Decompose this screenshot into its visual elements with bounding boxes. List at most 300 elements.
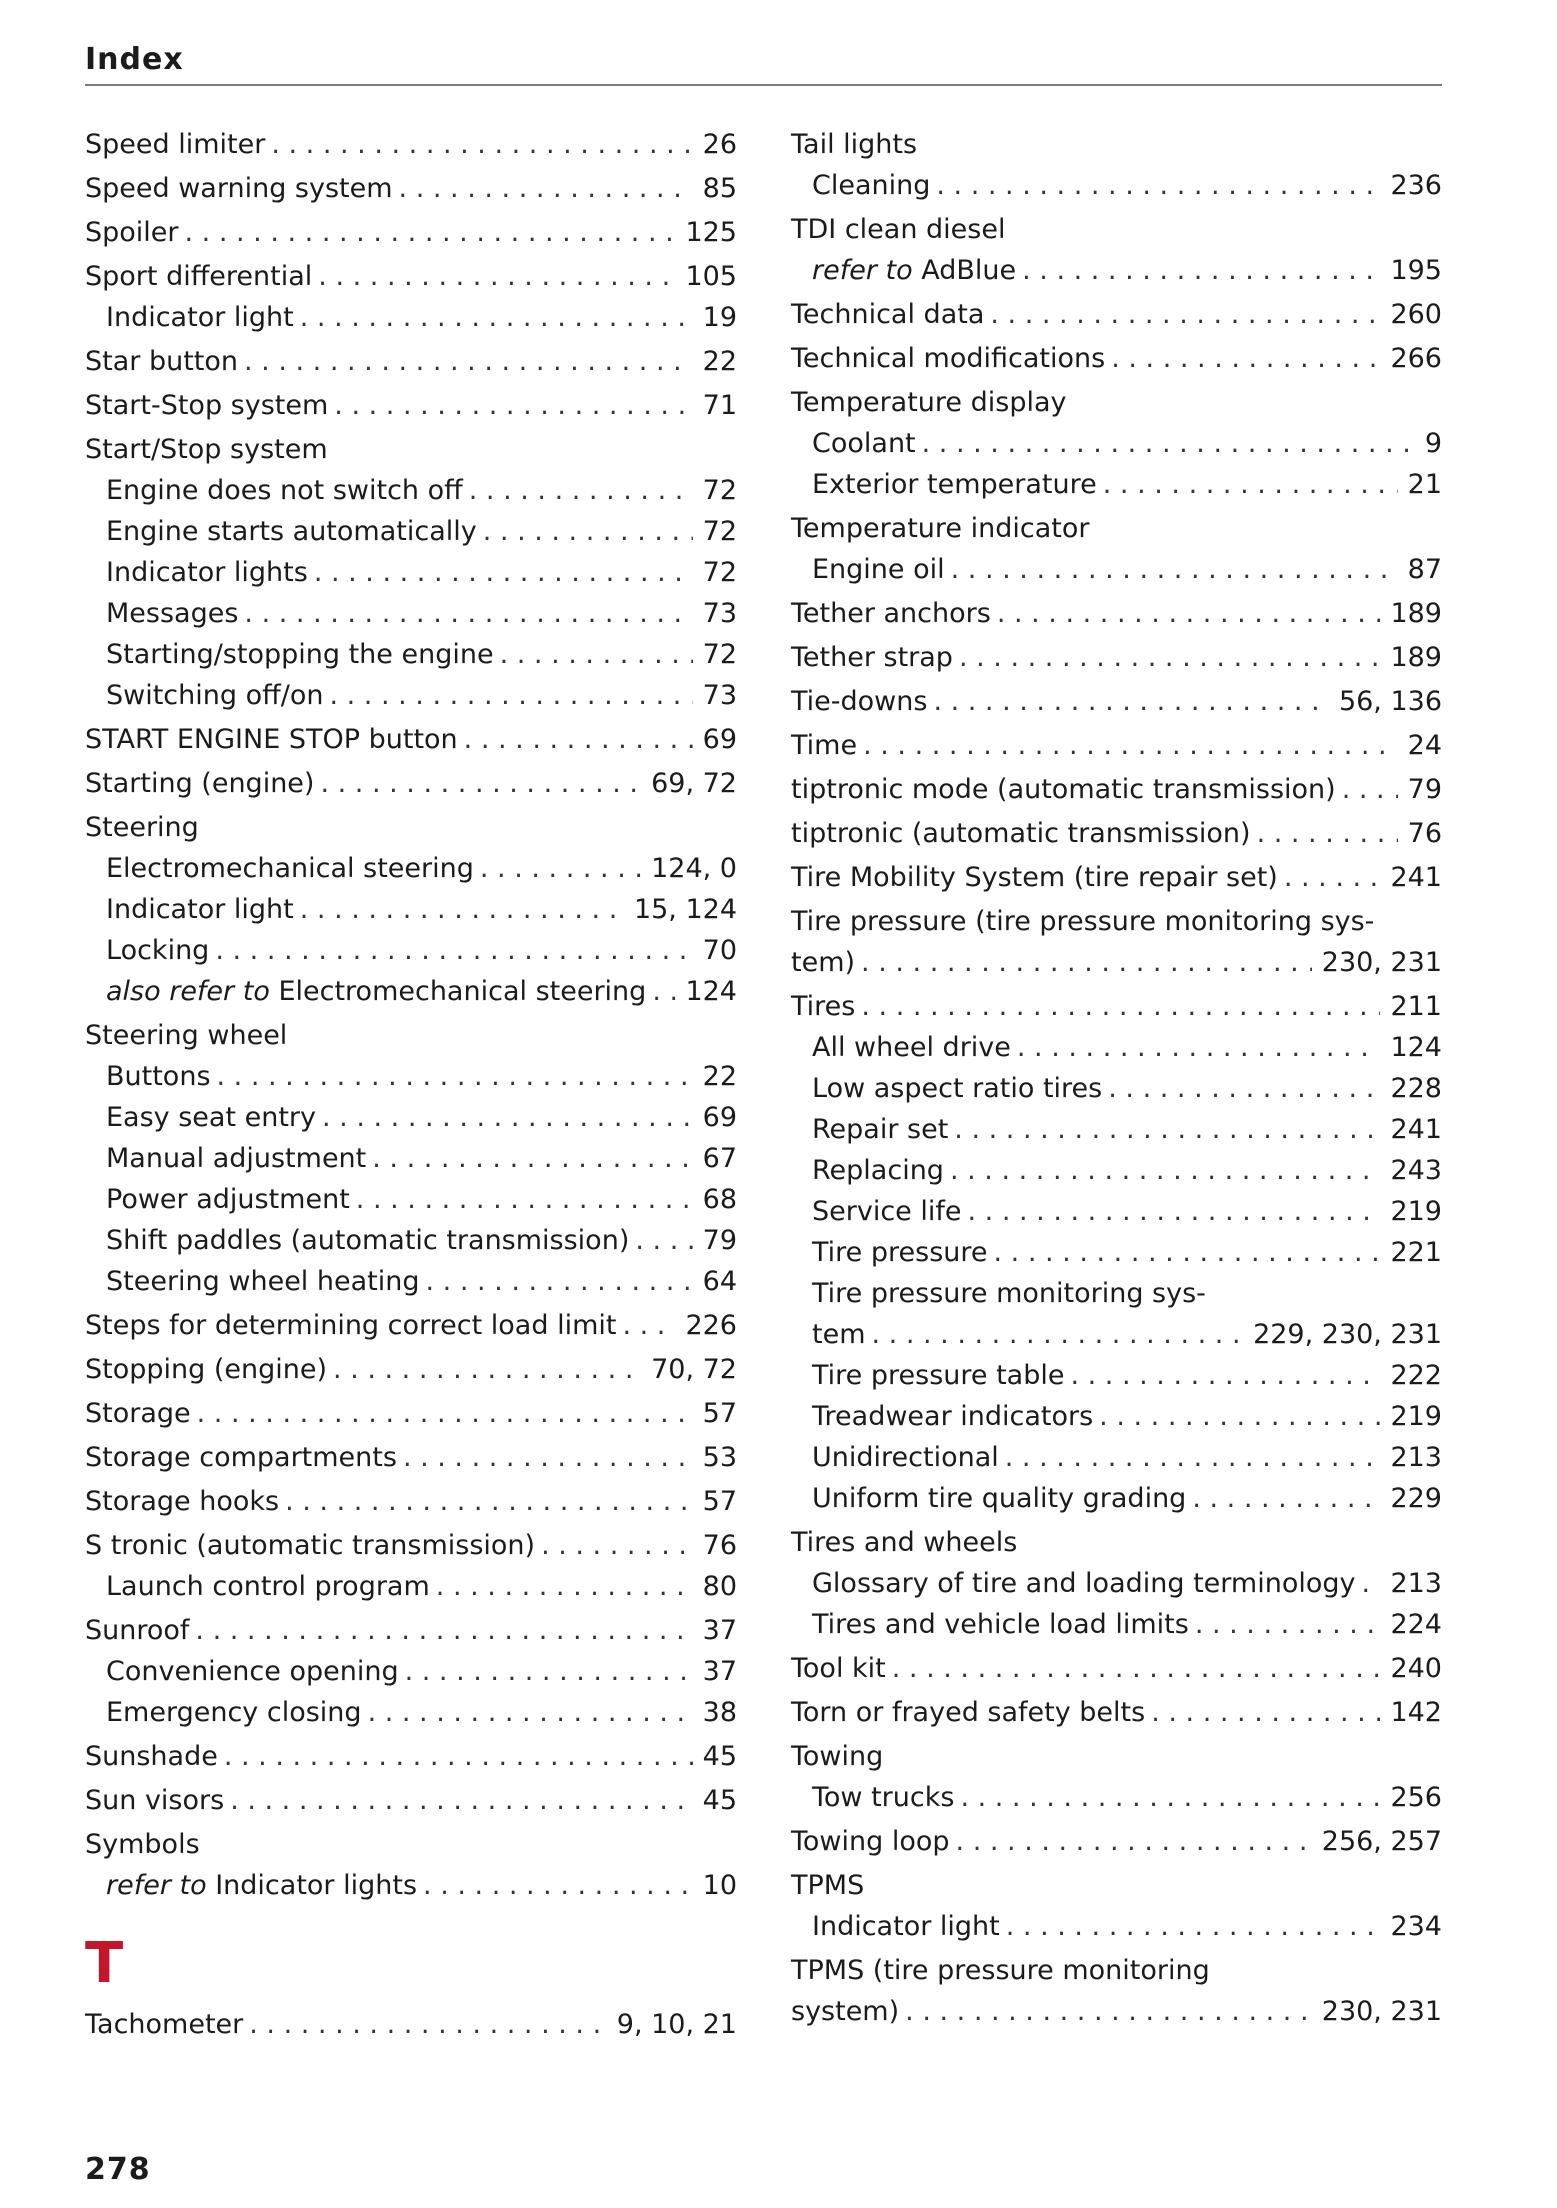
dot-leader bbox=[334, 385, 692, 426]
dot-leader bbox=[405, 1651, 693, 1692]
entry-text: Easy seat entry bbox=[106, 1102, 317, 1133]
entry-term bbox=[106, 593, 238, 634]
dot-leader bbox=[1005, 1437, 1381, 1478]
index-entry bbox=[791, 549, 1442, 590]
entry-text: Indicator light bbox=[812, 1911, 1000, 1942]
page-reference: 10 bbox=[702, 1870, 737, 1901]
entry-text: Sunroof bbox=[85, 1615, 190, 1646]
entry-term bbox=[106, 1261, 420, 1302]
page-reference: 229 bbox=[1390, 1483, 1442, 1514]
index-heading bbox=[791, 901, 1442, 942]
index-entry bbox=[85, 971, 737, 1012]
index-entry bbox=[791, 593, 1442, 634]
entry-text: Low aspect ratio tires bbox=[812, 1073, 1103, 1104]
page-reference: 53 bbox=[702, 1442, 737, 1473]
dot-leader bbox=[1342, 769, 1398, 810]
entry-term bbox=[106, 675, 323, 716]
index-entry bbox=[85, 1865, 737, 1906]
entry-term bbox=[812, 1396, 1093, 1437]
entry-text: Coolant bbox=[812, 428, 916, 459]
page-reference: 79 bbox=[1407, 774, 1442, 805]
entry-text: Exterior temperature bbox=[812, 469, 1097, 500]
index-entry bbox=[791, 1150, 1442, 1191]
page-reference: 189 bbox=[1390, 642, 1442, 673]
dot-leader bbox=[954, 1109, 1380, 1150]
page-reference: 45 bbox=[702, 1741, 737, 1772]
page-reference: 85 bbox=[702, 173, 737, 204]
index-heading bbox=[85, 429, 737, 470]
entry-term bbox=[85, 719, 458, 760]
entry-term bbox=[812, 464, 1097, 505]
entry-text: Electromechanical steering bbox=[278, 976, 647, 1007]
index-entry bbox=[85, 1692, 737, 1733]
page-reference: 37 bbox=[702, 1656, 737, 1687]
entry-term bbox=[85, 1393, 191, 1434]
index-entry bbox=[85, 930, 737, 971]
entry-term bbox=[85, 763, 314, 804]
index-heading bbox=[85, 1015, 737, 1056]
entry-term bbox=[812, 1232, 988, 1273]
entry-text: Torn or frayed safety belts bbox=[791, 1697, 1146, 1728]
page-reference: 211 bbox=[1390, 991, 1442, 1022]
dot-leader bbox=[300, 297, 693, 338]
entry-text: Storage bbox=[85, 1398, 191, 1429]
index-entry bbox=[85, 1097, 737, 1138]
index-entry bbox=[791, 1232, 1442, 1273]
entry-term bbox=[812, 1314, 866, 1355]
page-reference: 79 bbox=[702, 1225, 737, 1256]
entry-term bbox=[85, 168, 393, 209]
entry-term bbox=[85, 1481, 279, 1522]
dot-leader bbox=[960, 1777, 1380, 1818]
dot-leader bbox=[249, 2004, 607, 2045]
index-entry bbox=[791, 1692, 1442, 1733]
entry-text: Temperature display bbox=[791, 387, 1067, 418]
index-heading bbox=[791, 382, 1442, 423]
dot-leader bbox=[322, 1097, 693, 1138]
dot-leader bbox=[905, 1991, 1312, 2032]
entry-term bbox=[791, 209, 1005, 250]
index-entry bbox=[85, 1305, 737, 1346]
page-reference: 57 bbox=[702, 1486, 737, 1517]
index-entry bbox=[85, 1393, 737, 1434]
entry-term bbox=[791, 1991, 899, 2032]
index-entry bbox=[85, 675, 737, 716]
dot-leader bbox=[215, 930, 692, 971]
dot-leader bbox=[1017, 1027, 1381, 1068]
entry-text: Engine starts automatically bbox=[106, 516, 477, 547]
entry-text: Stopping (engine) bbox=[85, 1354, 328, 1385]
index-entry bbox=[85, 552, 737, 593]
entry-term bbox=[106, 1865, 417, 1906]
index-heading bbox=[791, 124, 1442, 165]
index-column-right bbox=[791, 124, 1442, 2032]
entry-text: Engine oil bbox=[812, 554, 945, 585]
entry-term bbox=[812, 1355, 1064, 1396]
index-heading bbox=[791, 508, 1442, 549]
page-reference: 72 bbox=[702, 475, 737, 506]
entry-text: TDI clean diesel bbox=[791, 214, 1006, 245]
entry-term bbox=[812, 250, 1016, 291]
entry-text: Indicator lights bbox=[106, 557, 308, 588]
entry-text: Time bbox=[791, 730, 858, 761]
dot-leader bbox=[959, 637, 1381, 678]
entry-term bbox=[812, 1437, 999, 1478]
page-reference: 37 bbox=[702, 1615, 737, 1646]
index-entry bbox=[85, 1736, 737, 1777]
page-reference: 71 bbox=[702, 390, 737, 421]
page-reference: 45 bbox=[702, 1785, 737, 1816]
entry-term bbox=[106, 1651, 399, 1692]
entry-term bbox=[812, 1191, 962, 1232]
entry-text: Tires and wheels bbox=[791, 1527, 1018, 1558]
page-reference: 38 bbox=[702, 1697, 737, 1728]
index-entry bbox=[85, 385, 737, 426]
entry-text: TPMS bbox=[791, 1870, 865, 1901]
index-entry bbox=[85, 124, 737, 165]
index-entry bbox=[791, 1191, 1442, 1232]
entry-text: Tire pressure bbox=[812, 1237, 988, 1268]
entry-text: Steering wheel heating bbox=[106, 1266, 420, 1297]
entry-text: Towing bbox=[791, 1741, 884, 1772]
page-reference: 195 bbox=[1390, 255, 1442, 286]
entry-term bbox=[106, 511, 477, 552]
index-entry bbox=[85, 470, 737, 511]
page-reference: 240 bbox=[1390, 1653, 1442, 1684]
entry-term bbox=[106, 889, 294, 930]
entry-term bbox=[812, 1027, 1011, 1068]
page-reference: 69, 72 bbox=[651, 768, 737, 799]
entry-text: START ENGINE STOP button bbox=[85, 724, 458, 755]
cross-reference-prefix: refer to bbox=[106, 1870, 207, 1901]
entry-text: Engine does not switch off bbox=[106, 475, 463, 506]
entry-term bbox=[85, 1349, 327, 1390]
entry-text: Messages bbox=[106, 598, 239, 629]
index-entry bbox=[791, 250, 1442, 291]
entry-text: Indicator light bbox=[106, 894, 294, 925]
index-entry bbox=[791, 769, 1442, 810]
index-entry bbox=[791, 1109, 1442, 1150]
dot-leader bbox=[1070, 1355, 1380, 1396]
entry-term bbox=[85, 256, 312, 297]
entry-text: Tie-downs bbox=[791, 686, 928, 717]
entry-term bbox=[791, 1736, 883, 1777]
dot-leader bbox=[480, 848, 641, 889]
index-entry bbox=[791, 857, 1442, 898]
index-entry bbox=[85, 341, 737, 382]
dot-leader bbox=[635, 1220, 692, 1261]
dot-leader bbox=[1099, 1396, 1380, 1437]
dot-leader bbox=[300, 889, 624, 930]
index-entry bbox=[85, 168, 737, 209]
dot-leader bbox=[197, 1393, 693, 1434]
entry-term bbox=[791, 1522, 1017, 1563]
index-entry bbox=[791, 1478, 1442, 1519]
entry-text: Locking bbox=[106, 935, 210, 966]
index-heading bbox=[791, 1522, 1442, 1563]
entry-term bbox=[106, 1097, 316, 1138]
index-entry bbox=[85, 1179, 737, 1220]
dot-leader bbox=[1284, 857, 1381, 898]
index-heading bbox=[85, 1824, 737, 1865]
page-reference: 124 bbox=[1390, 1032, 1442, 1063]
entry-text: Symbols bbox=[85, 1829, 200, 1860]
dot-leader bbox=[1022, 250, 1380, 291]
entry-term bbox=[791, 857, 1278, 898]
entry-text: Indicator lights bbox=[215, 1870, 418, 1901]
dot-leader bbox=[1111, 338, 1380, 379]
index-entry bbox=[791, 813, 1442, 854]
index-entry bbox=[791, 1777, 1442, 1818]
page-reference: 80 bbox=[702, 1571, 737, 1602]
index-entry bbox=[791, 1396, 1442, 1437]
entry-text: Repair set bbox=[812, 1114, 949, 1145]
dot-leader bbox=[230, 1780, 692, 1821]
index-entry bbox=[791, 338, 1442, 379]
dot-leader bbox=[950, 1150, 1381, 1191]
index-entry bbox=[791, 1027, 1442, 1068]
entry-term bbox=[85, 1610, 189, 1651]
dot-leader bbox=[936, 165, 1380, 206]
page-reference: 219 bbox=[1390, 1196, 1442, 1227]
entry-text: Sport differential bbox=[85, 261, 313, 292]
index-entry bbox=[791, 725, 1442, 766]
page-reference: 69 bbox=[702, 724, 737, 755]
dot-leader bbox=[951, 549, 1398, 590]
page-reference: 221 bbox=[1390, 1237, 1442, 1268]
page-reference: 22 bbox=[702, 1061, 737, 1092]
entry-term bbox=[106, 1566, 430, 1607]
entry-term bbox=[791, 725, 857, 766]
entry-term bbox=[85, 1824, 200, 1865]
entry-term bbox=[85, 124, 265, 165]
entry-term bbox=[812, 1478, 1186, 1519]
dot-leader bbox=[922, 423, 1415, 464]
index-heading bbox=[791, 1273, 1442, 1314]
page-reference: 72 bbox=[702, 516, 737, 547]
index-entry bbox=[791, 1437, 1442, 1478]
entry-term bbox=[85, 429, 328, 470]
index-entry bbox=[791, 1068, 1442, 1109]
entry-term bbox=[791, 1865, 864, 1906]
dot-leader bbox=[356, 1179, 693, 1220]
entry-text: Cleaning bbox=[812, 170, 931, 201]
entry-text: Starting (engine) bbox=[85, 768, 315, 799]
dot-leader bbox=[244, 593, 692, 634]
index-entry bbox=[791, 1314, 1442, 1355]
entry-text: Tool kit bbox=[791, 1653, 886, 1684]
entry-text: Tail lights bbox=[791, 129, 918, 160]
entry-text: Tire pressure (tire pressure monitoring sys- bbox=[791, 906, 1375, 937]
index-entry bbox=[85, 1780, 737, 1821]
index-entry bbox=[791, 1991, 1442, 2032]
index-entry bbox=[85, 1610, 737, 1651]
page-reference: 266 bbox=[1390, 343, 1442, 374]
page-reference: 15, 124 bbox=[633, 894, 737, 925]
entry-term bbox=[812, 1777, 954, 1818]
entry-text: Storage compartments bbox=[85, 1442, 397, 1473]
entry-text: tem) bbox=[791, 947, 856, 978]
index-entry bbox=[85, 1261, 737, 1302]
dot-leader bbox=[403, 1437, 693, 1478]
dot-leader bbox=[933, 681, 1329, 722]
page-reference: 9 bbox=[1424, 428, 1442, 459]
page-reference: 256, 257 bbox=[1321, 1826, 1442, 1857]
entry-text: tiptronic (automatic transmission) bbox=[791, 818, 1251, 849]
entry-text: Star button bbox=[85, 346, 239, 377]
page-reference: 9, 10, 21 bbox=[616, 2009, 737, 2040]
index-column-left bbox=[85, 124, 737, 2045]
index-entry bbox=[791, 464, 1442, 505]
dot-leader bbox=[185, 212, 676, 253]
dot-leader bbox=[464, 719, 693, 760]
entry-text: Electromechanical steering bbox=[106, 853, 474, 884]
entry-term bbox=[812, 549, 945, 590]
page-reference: 189 bbox=[1390, 598, 1442, 629]
entry-text: Buttons bbox=[106, 1061, 211, 1092]
dot-leader bbox=[224, 1736, 693, 1777]
page-reference: 124, 0 bbox=[651, 853, 737, 884]
page-reference: 230, 231 bbox=[1321, 1996, 1442, 2027]
entry-term bbox=[106, 1056, 211, 1097]
entry-text: Temperature indicator bbox=[791, 513, 1090, 544]
entry-term bbox=[106, 930, 209, 971]
entry-text: Steering wheel bbox=[85, 1020, 288, 1051]
index-entry bbox=[791, 1563, 1442, 1604]
index-heading bbox=[791, 1950, 1442, 1991]
page-reference: 68 bbox=[702, 1184, 737, 1215]
entry-text: Tire Mobility System (tire repair set) bbox=[791, 862, 1278, 893]
page-reference: 224 bbox=[1390, 1609, 1442, 1640]
index-entry bbox=[85, 634, 737, 675]
dot-leader bbox=[861, 942, 1312, 983]
page-reference: 72 bbox=[702, 557, 737, 588]
entry-text: Launch control program bbox=[106, 1571, 430, 1602]
entry-text: AdBlue bbox=[921, 255, 1017, 286]
dot-leader bbox=[1362, 1563, 1381, 1604]
entry-term bbox=[85, 1780, 224, 1821]
index-entry bbox=[791, 423, 1442, 464]
entry-text: Unidirectional bbox=[812, 1442, 999, 1473]
header-divider bbox=[85, 84, 1442, 86]
entry-text: Technical modifications bbox=[791, 343, 1106, 374]
index-entry bbox=[85, 212, 737, 253]
dot-leader bbox=[483, 511, 693, 552]
index-entry bbox=[85, 889, 737, 930]
dot-leader bbox=[368, 1692, 693, 1733]
index-entry bbox=[791, 165, 1442, 206]
entry-text: Storage hooks bbox=[85, 1486, 280, 1517]
entry-text: Manual adjustment bbox=[106, 1143, 367, 1174]
entry-term bbox=[106, 1138, 366, 1179]
dot-leader bbox=[314, 552, 693, 593]
dot-leader bbox=[244, 341, 693, 382]
dot-leader bbox=[469, 470, 693, 511]
page-reference: 234 bbox=[1390, 1911, 1442, 1942]
entry-term bbox=[85, 1305, 616, 1346]
index-entry bbox=[791, 1604, 1442, 1645]
dot-leader bbox=[1103, 464, 1398, 505]
index-entry bbox=[791, 1906, 1442, 1947]
page-reference: 21 bbox=[1407, 469, 1442, 500]
entry-text: tem bbox=[812, 1319, 866, 1350]
page-reference: 19 bbox=[702, 302, 737, 333]
entry-text: Tachometer bbox=[85, 2009, 244, 2040]
page-number: 278 bbox=[85, 2152, 151, 2187]
dot-leader bbox=[372, 1138, 692, 1179]
entry-text: Towing loop bbox=[791, 1826, 950, 1857]
page-reference: 241 bbox=[1390, 862, 1442, 893]
index-entry bbox=[85, 1220, 737, 1261]
entry-text: Spoiler bbox=[85, 217, 179, 248]
index-heading bbox=[791, 1865, 1442, 1906]
dot-leader bbox=[500, 634, 693, 675]
entry-term bbox=[85, 2004, 243, 2045]
entry-term bbox=[106, 971, 646, 1012]
dot-leader bbox=[1151, 1692, 1380, 1733]
dot-leader bbox=[423, 1865, 693, 1906]
index-entry bbox=[85, 763, 737, 804]
page-reference: 70, 72 bbox=[651, 1354, 737, 1385]
dot-leader bbox=[541, 1525, 693, 1566]
page-reference: 87 bbox=[1407, 554, 1442, 585]
entry-text: Starting/stopping the engine bbox=[106, 639, 494, 670]
page-reference: 67 bbox=[702, 1143, 737, 1174]
dot-leader bbox=[861, 986, 1380, 1027]
entry-text: tiptronic mode (automatic transmission) bbox=[791, 774, 1336, 805]
page-reference: 260 bbox=[1390, 299, 1442, 330]
entry-text: Tire pressure table bbox=[812, 1360, 1065, 1391]
index-entry bbox=[791, 1648, 1442, 1689]
entry-term bbox=[791, 637, 953, 678]
cross-reference-prefix: refer to bbox=[812, 255, 913, 286]
entry-text: Speed warning system bbox=[85, 173, 393, 204]
index-entry bbox=[85, 1349, 737, 1390]
entry-term bbox=[812, 1563, 1356, 1604]
entry-text: Service life bbox=[812, 1196, 962, 1227]
entry-term bbox=[791, 124, 917, 165]
entry-term bbox=[791, 1648, 886, 1689]
entry-term bbox=[791, 901, 1374, 942]
entry-term bbox=[791, 942, 855, 983]
entry-text: Technical data bbox=[791, 299, 985, 330]
entry-text: Tire pressure monitoring sys- bbox=[812, 1278, 1206, 1309]
index-entry bbox=[85, 719, 737, 760]
index-entry bbox=[791, 637, 1442, 678]
index-entry bbox=[85, 511, 737, 552]
page-reference: 236 bbox=[1390, 170, 1442, 201]
dot-leader bbox=[1195, 1604, 1381, 1645]
dot-leader bbox=[320, 763, 641, 804]
entry-term bbox=[791, 508, 1089, 549]
entry-text: Start/Stop system bbox=[85, 434, 328, 465]
entry-text: Shift paddles (automatic transmission) bbox=[106, 1225, 630, 1256]
index-entry bbox=[791, 1355, 1442, 1396]
entry-term bbox=[812, 1906, 1000, 1947]
dot-leader bbox=[997, 593, 1381, 634]
entry-text: Indicator light bbox=[106, 302, 294, 333]
entry-text: system) bbox=[791, 1996, 900, 2027]
entry-text: Sun visors bbox=[85, 1785, 225, 1816]
page-reference: 241 bbox=[1390, 1114, 1442, 1145]
index-heading bbox=[791, 1736, 1442, 1777]
entry-term bbox=[812, 1273, 1206, 1314]
page-reference: 105 bbox=[685, 261, 737, 292]
dot-leader bbox=[426, 1261, 693, 1302]
entry-term bbox=[85, 341, 238, 382]
page-reference: 76 bbox=[1407, 818, 1442, 849]
entry-text: Tether anchors bbox=[791, 598, 991, 629]
